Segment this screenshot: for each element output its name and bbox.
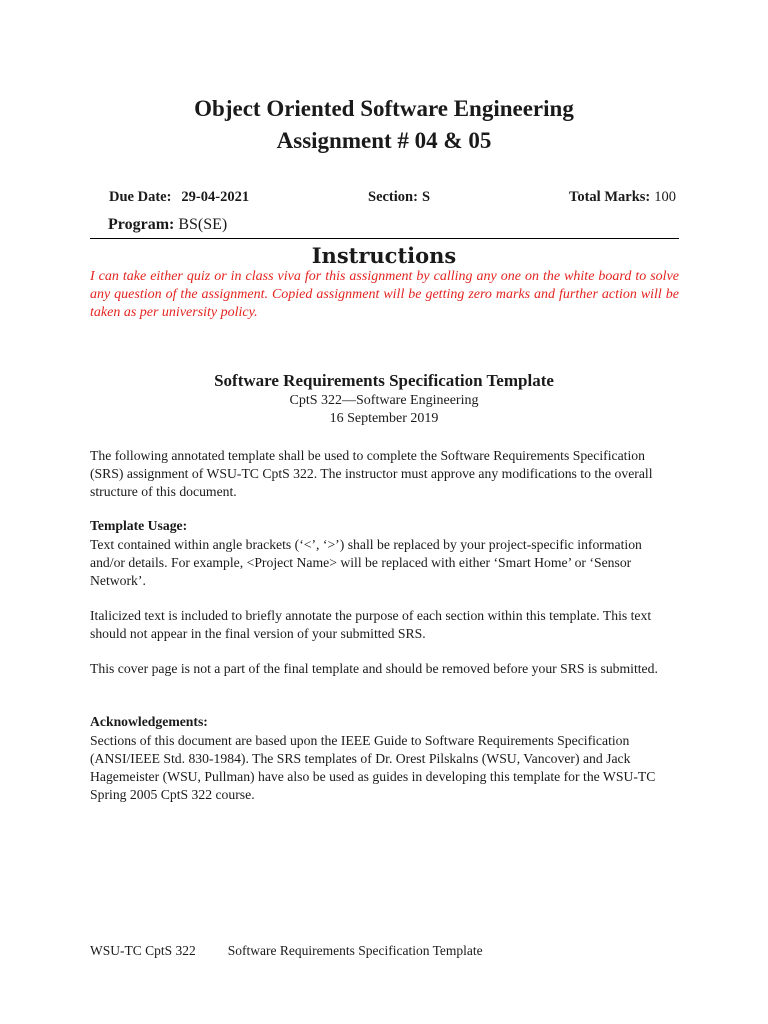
instructions-heading: Instructions [311, 243, 457, 268]
intro-paragraph: The following annotated template shall be used to complete the Software Requirements Specification (SRS) assignment of WSU-TC CptS 322. The instructor must approve any modifications to the overall structure of this document. [90, 448, 653, 499]
assignment-meta [0, 189, 768, 209]
acknowledgements-paragraph: Sections of this document are based upon the IEEE Guide to Software Requirements Specification (ANSI/IEEE Std. 830-1984). The SRS templates of Dr. Orest Pilskalns (WSU, Vancover) and Jack Hagemeister (WSU, Pullman) have also be used as guides in developing this template for the WSU-TC Spring 2005 CptS 322 course. [90, 733, 656, 802]
section [368, 189, 430, 206]
due-date-value: 29-04-2021 [181, 189, 250, 205]
usage-heading: Template Usage: [90, 518, 188, 533]
template-date: 16 September 2019 [329, 411, 439, 426]
course-title: Object Oriented Software Engineering [194, 96, 574, 121]
usage-paragraph: Text contained within angle brackets (‘<’, ‘>’) shall be replaced by your project-specific information and/or details. For example, <Project Name> will be replaced with either ‘Smart Home’ or ‘Sensor Network’. [90, 537, 642, 588]
instructions-text: I can take either quiz or in class viva for this assignment by calling any one on the white board to solve any question of the assignment. Copied assignment will be getting zero marks and further action will be taken as per university policy. [90, 269, 679, 320]
footer-course: WSU-TC CptS 322 [90, 943, 196, 958]
program [108, 216, 227, 234]
footer-doc-title: Software Requirements Specification Template [227, 943, 483, 958]
program-label: Program: [108, 216, 175, 233]
total-marks-label: Total Marks: [569, 189, 651, 205]
page-footer [90, 943, 483, 959]
section-label: Section: [368, 189, 418, 205]
total-marks [569, 189, 676, 206]
template-title: Software Requirements Specification Template [214, 371, 554, 390]
assignment-title: Assignment # 04 & 05 [276, 128, 492, 153]
cover-note-paragraph: This cover page is not a part of the final template and should be removed before your SRS is submitted. [90, 661, 658, 676]
template-course: CptS 322—Software Engineering [289, 393, 479, 408]
header-divider [90, 238, 679, 239]
due-date-label: Due Date: [109, 189, 172, 205]
acknowledgements-heading: Acknowledgements: [90, 714, 208, 729]
due-date [109, 189, 249, 206]
italic-note-paragraph: Italicized text is included to briefly annotate the purpose of each section within this template. This text should not appear in the final version of your submitted SRS. [90, 608, 652, 641]
program-value: BS(SE) [178, 216, 228, 233]
total-marks-value: 100 [654, 189, 676, 205]
section-value: S [421, 189, 431, 205]
